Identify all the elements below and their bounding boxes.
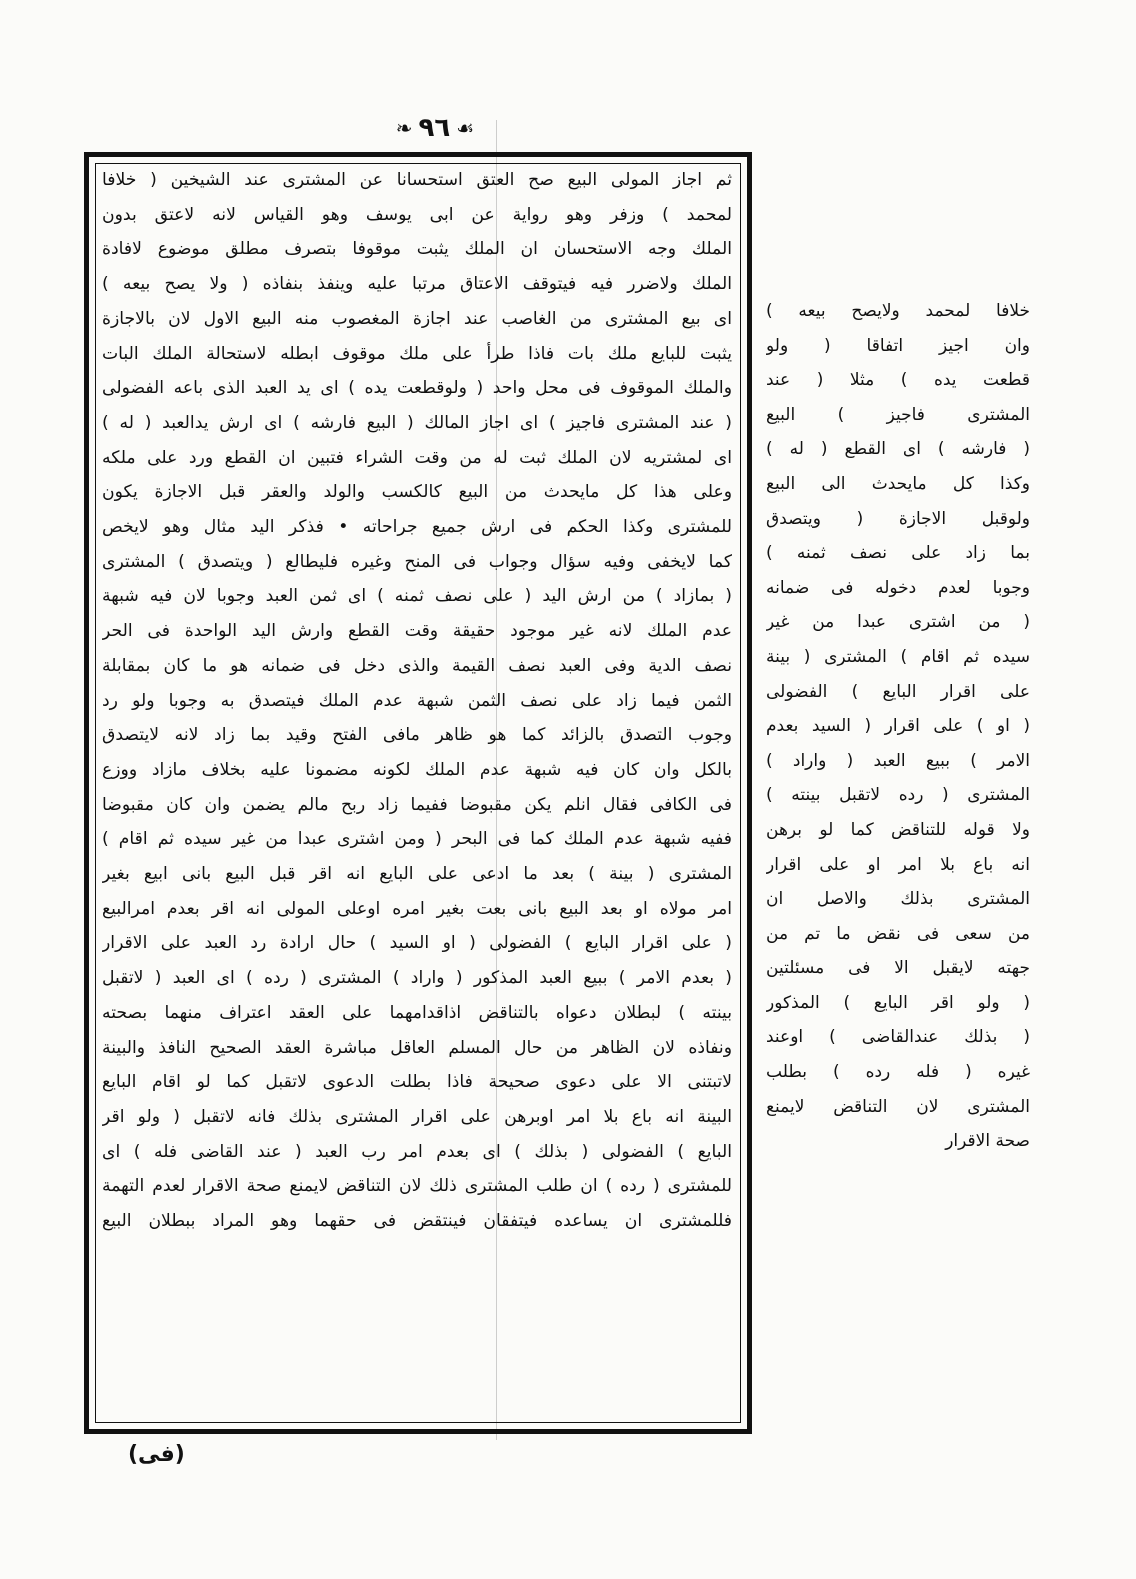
main-text-line: المشترى ( بينة ) بعد ما ادعى على البايع انه اقر قبل البيع بانى ابيع بغير (102, 864, 732, 885)
main-text-line: البايع ) الفضولى ( بذلك ) اى بعدم امر رب العبد ( عند القاضى فله ) اى (102, 1141, 732, 1162)
main-text-line: ففيه شبهة عدم الملك كما فى البحر ( ومن اشترى عبدا من غير سيده ثم اقام ) (102, 829, 732, 850)
main-text-line: عدم الملك لانه غير موجود حقيقة وقت القطع وارش اليد الواحدة فى الحر (102, 621, 732, 642)
margin-text-line: قطعت يده ) مثلا ( عند (766, 370, 1030, 391)
margin-text-line: بما زاد على نصف ثمنه ) (766, 543, 1030, 564)
margin-text-line: المشترى بذلك والاصل ان (766, 889, 1030, 910)
margin-text-line: سيده ثم اقام ) المشترى ( بينة (766, 646, 1030, 667)
margin-text-line: غيره ( فله رده ) بطلب (766, 1062, 1030, 1083)
margin-commentary (766, 294, 1030, 1152)
catchword: (فى) (128, 1442, 185, 1467)
main-text-line: ( بمازاد ) من ارش اليد ( على نصف ثمنه ) اى ثمن العبد وجوبا لان فيه شبهة (102, 586, 732, 607)
margin-text-line: ( فارشه ) اى القطع ( له ) (766, 439, 1030, 460)
margin-text-line: ( بذلك عندالقاضى ) اوعند (766, 1027, 1030, 1048)
main-text-line: وجوب التصدق بالزائد كما هو ظاهر مافى الفتح وقيد بما زاد لانه لايتصدق (102, 725, 732, 746)
margin-text-line: من سعى فى نقض ما تم من (766, 923, 1030, 944)
main-text-line: ( بعدم الامر ) ببيع العبد المذكور ( واراد ) المشترى ( رده ) اى العبد ( لاتقبل (102, 968, 732, 989)
margin-text-line: المشترى لان التناقض لايمنع (766, 1096, 1030, 1117)
main-text-line: كما لايخفى وفيه سؤال وجواب فى المنح وغيره فليطالع ( ويتصدق ) المشترى (102, 551, 732, 572)
margin-text-line: انه باع بلا امر او على اقرار (766, 854, 1030, 875)
main-text-line: فى الكافى فقال انلم يكن مقبوضا ففيما زاد ربح مالم يضمن وان كان مقبوضا (102, 794, 732, 815)
main-text-line: وعلى هذا كل مايحدث من البيع كالكسب والولد والعقر قبل الاجازة يكون (102, 482, 732, 503)
main-text-line: اى لمشتريه لان الملك ثبت له من وقت الشراء فتبين ان القطع ورد على ملكه (102, 447, 732, 468)
margin-text-line: وجوبا لعدم دخوله فى ضمانه (766, 577, 1030, 598)
main-text-line: امر مولاه او بعد البيع بانى بعت بغير امره اوعلى المولى انه اقر بعدم امرالبيع (102, 898, 732, 919)
margin-text-line: جهته لايقبل الا فى مسئلتين (766, 958, 1030, 979)
main-text-line: فللمشترى ان يساعده فيتفقان فينتقض فى حقهما وهو المراد ببطلان البيع (102, 1211, 732, 1232)
margin-text-line: على اقرار البايع ) الفضولى (766, 681, 1030, 702)
main-text-line: الملك ولاضرر فيه فيتوقف الاعتاق مرتبا عليه وينفذ بنفاذه ( ولا يصح بيعه ) (102, 274, 732, 295)
margin-text-line: المشترى ( رده لاتقبل بينته ) (766, 785, 1030, 806)
main-text-line: بالكل وان كان فيه شبهة عدم الملك لكونه مضمونا عليه بخلاف مازاد ووزع (102, 759, 732, 780)
main-text-line: البينة انه باع بلا امر اوبرهن على اقرار المشترى بذلك فانه لاتقبل ( ولو اقر (102, 1106, 732, 1127)
margin-text-line: ( ولو اقر البايع ) المذكور (766, 992, 1030, 1013)
margin-text-line: ولوقبل الاجازة ( ويتصدق (766, 508, 1030, 529)
margin-text-line: ولا قوله للتناقض كما لو برهن (766, 819, 1030, 840)
margin-text-line: وكذا كل مايحدث الى البيع (766, 473, 1030, 494)
main-text-line: ونفاذه لان الظاهر من حال المسلم العاقل مباشرة العقد الصحيح النافذ والبينة (102, 1037, 732, 1058)
main-text-line: الملك وجه الاستحسان ان الملك يثبت موقوفا بتصرف مطلق موضوع لافادة (102, 239, 732, 260)
margin-text-line: وان اجيز اتفاقا ( ولو (766, 335, 1030, 356)
main-text-line: لمحمد ) وزفر وهو رواية عن ابى يوسف وهو القياس لانه لاعتق بدون (102, 204, 732, 225)
ornament-right-icon: ☙ (456, 116, 475, 140)
main-text-line: اى بيع المشترى من الغاصب عند اجازة المغصوب منه البيع الاول لان بالاجازة (102, 308, 732, 329)
main-text-line: الثمن فيما زاد على نصف الثمن شبهة عدم الملك فيتصدق به وجوبا ولو رد (102, 690, 732, 711)
main-text-line: للمشترى ( رده ) ان طلب المشترى ذلك لان التناقض لايمنع صحة الاقرار لعدم التهمة (102, 1176, 732, 1197)
margin-text-line: ( من اشترى عبدا من غير (766, 612, 1030, 633)
margin-text-line: الامر ) ببيع العبد ( واراد ) (766, 750, 1030, 771)
main-text-line: والملك الموقوف فى محل واحد ( ولوقطعت يده ) اى يد العبد الذى باعه الفضولى (102, 378, 732, 399)
main-text-line: يثبت للبايع ملك بات فاذا طرأ على ملك موقوف ابطله لاستحالة الملك البات (102, 343, 732, 364)
ornament-left-icon: ❧ (395, 116, 413, 140)
margin-text-line: ( او ) على اقرار ( السيد بعدم (766, 716, 1030, 737)
page-header (365, 108, 505, 148)
main-text-line: ثم اجاز المولى البيع صح العتق استحسانا عن المشترى عند الشيخين ( خلافا (102, 170, 732, 190)
margin-text-line: المشترى فاجيز ) البيع (766, 404, 1030, 425)
main-text-line: بينته ) لبطلان دعواه بالتناقض اذاقدامهما على العقد اعتراف منهما بصحته (102, 1002, 732, 1023)
main-text-line: للمشترى وكذا الحكم فى ارش جميع جراحاته • فذكر اليد مثال وهو لايخص (102, 517, 732, 538)
main-text-line: ( على اقرار البايع ) الفضولى ( او السيد ) حال ارادة رد العبد على الاقرار (102, 933, 732, 954)
page-number: ٩٦ (418, 113, 451, 143)
margin-text-line: خلافا لمحمد ولايصح بيعه ) (766, 301, 1030, 321)
main-text-line: نصف الدية وفى العبد نصف القيمة والذى دخل فى ضمانه هو ما كان بمقابلة (102, 655, 732, 676)
main-text-line: لاتبتنى الا على دعوى صحيحة فاذا بطلت الدعوى لاتقبل كما لو اقام البايع (102, 1072, 732, 1093)
main-text-line: ( عند المشترى فاجيز ) اى اجاز المالك ( البيع فارشه ) اى ارش يدالعبد ( له ) (102, 412, 732, 433)
main-text-block (102, 163, 732, 1425)
margin-text-line: صحة الاقرار (945, 1131, 1030, 1152)
